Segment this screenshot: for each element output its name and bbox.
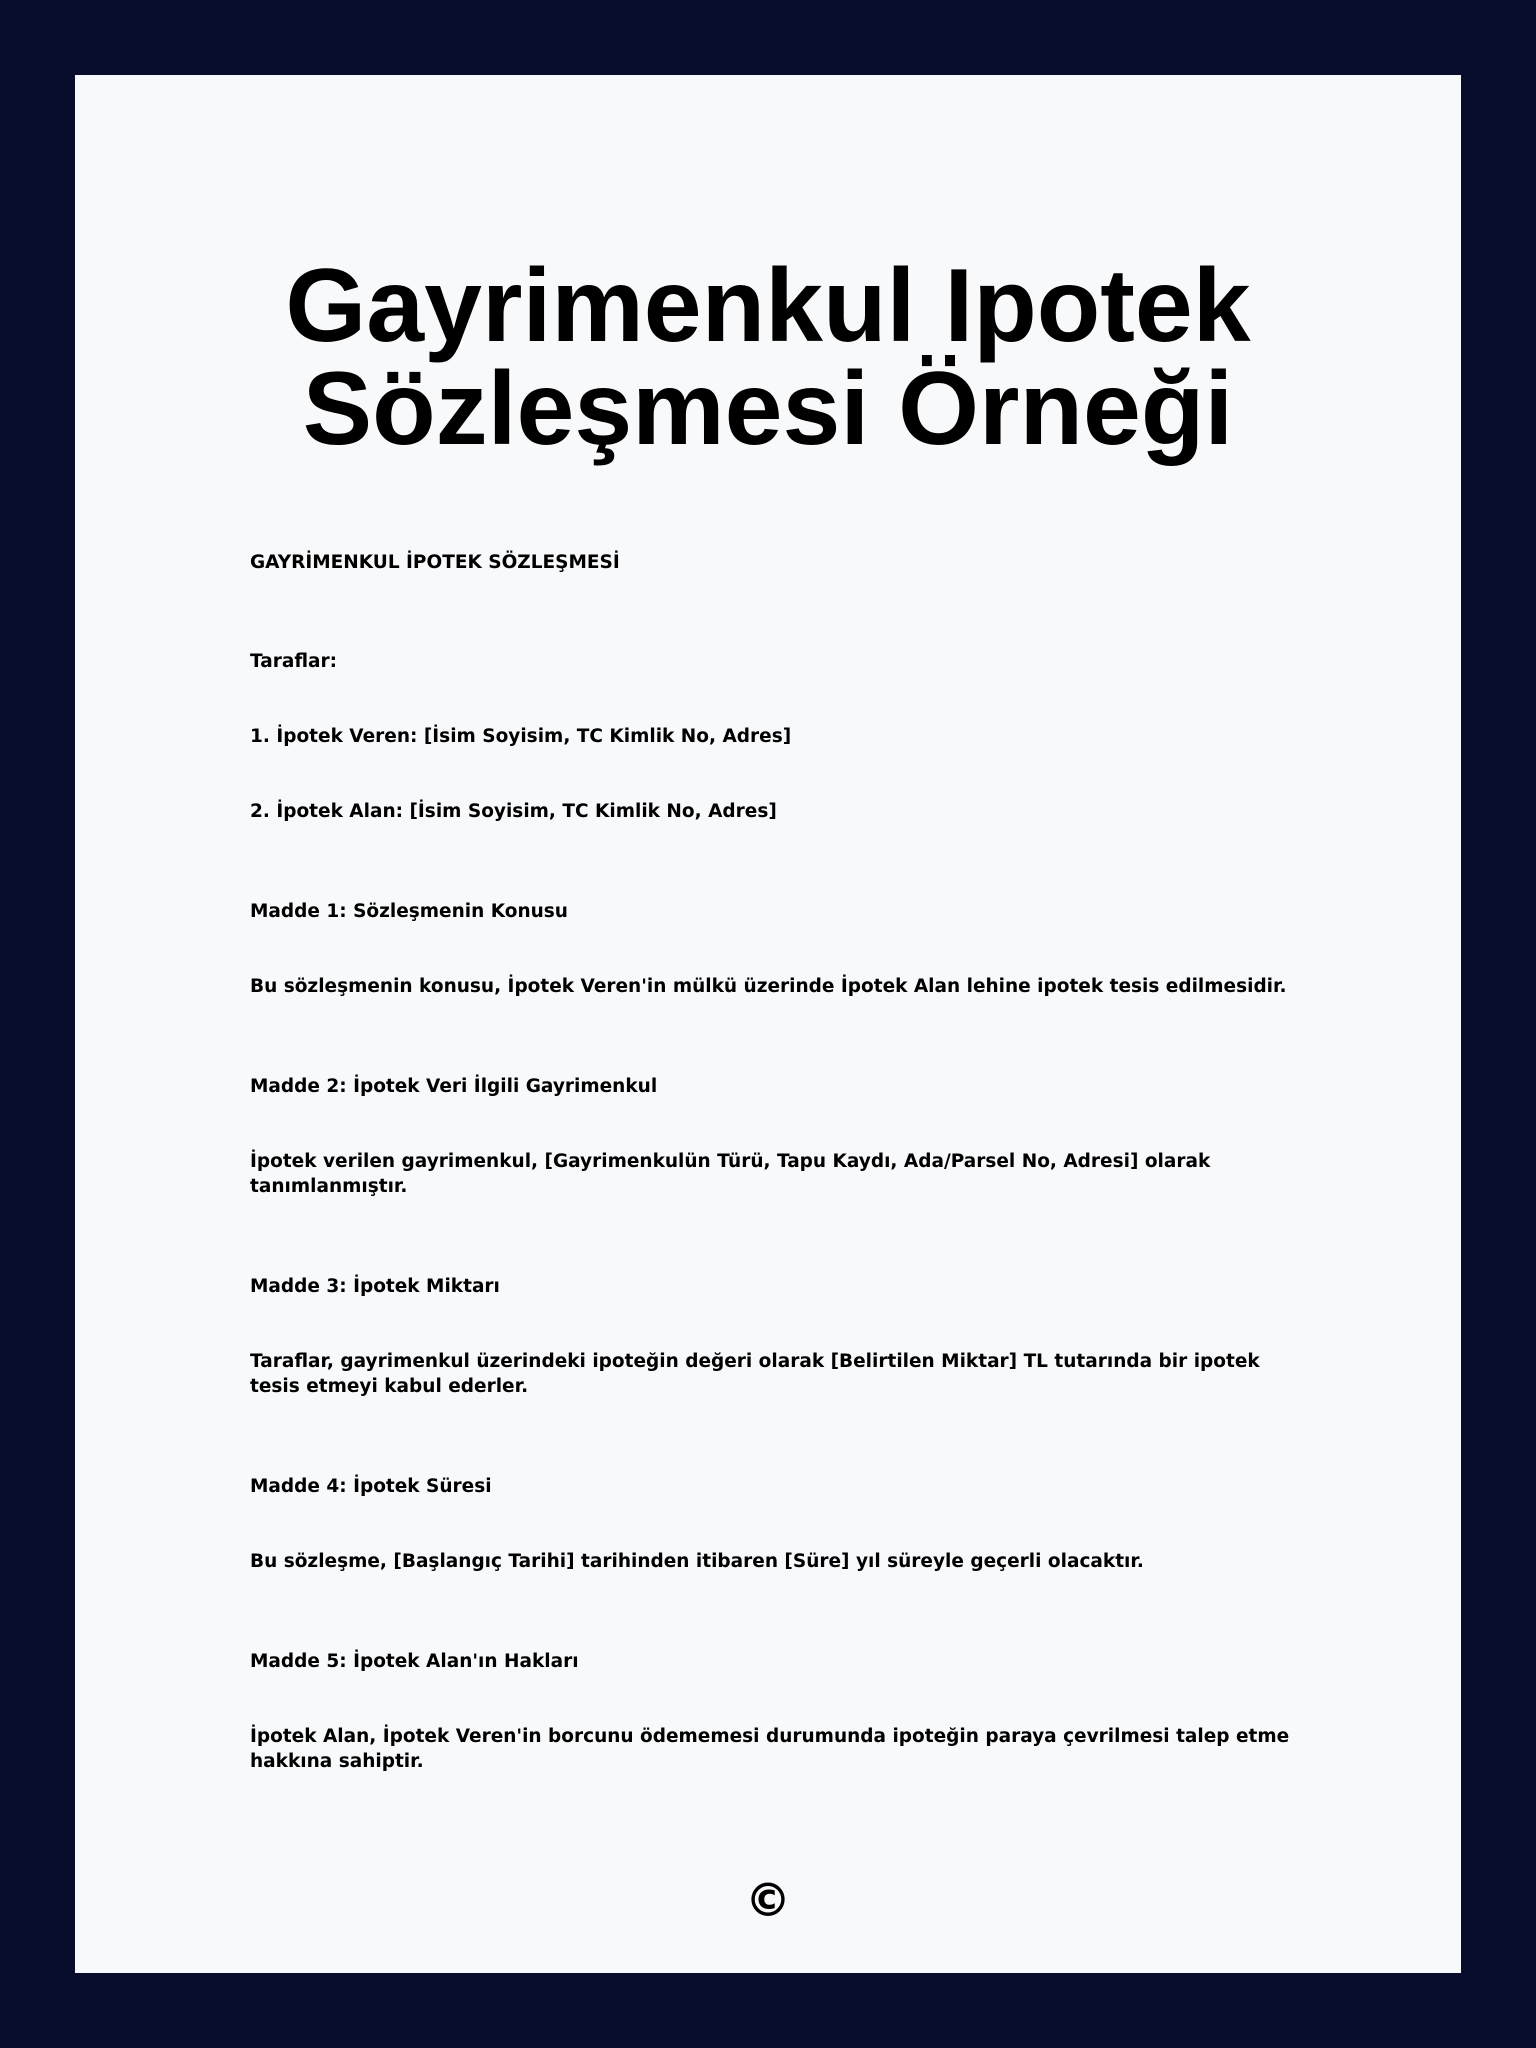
article-2-body: İpotek verilen gayrimenkul, [Gayrimenkulün Türü, Tapu Kaydı, Ada/Parsel No, Adresi] olarak tanımlanmıştır. bbox=[250, 1151, 1211, 1197]
article-5-body: İpotek Alan, İpotek Veren'in borcunu ödememesi durumunda ipoteğin paraya çevrilmesi talep etme hakkına sahiptir. bbox=[250, 1726, 1290, 1772]
article-1-heading: Madde 1: Sözleşmenin Konusu bbox=[250, 901, 568, 922]
parties-label: Taraflar: bbox=[250, 651, 338, 672]
article-4-body: Bu sözleşme, [Başlangıç Tarihi] tarihinden itibaren [Süre] yıl süreyle geçerli olacaktır. bbox=[250, 1551, 1144, 1572]
copyright-icon: © bbox=[745, 1873, 791, 1927]
title-line-2: Sözleşmesi Örneği bbox=[302, 351, 1234, 467]
article-1-body: Bu sözleşmenin konusu, İpotek Veren'in mülkü üzerinde İpotek Alan lehine ipotek tesis edilmesidir. bbox=[250, 976, 1287, 997]
party-mortgagor: 1. İpotek Veren: [İsim Soyisim, TC Kimlik No, Adres] bbox=[250, 726, 792, 747]
article-2-heading: Madde 2: İpotek Veri İlgili Gayrimenkul bbox=[250, 1076, 658, 1097]
title-line-1: Gayrimenkul Ipotek bbox=[285, 248, 1251, 364]
contract-heading: GAYRİMENKUL İPOTEK SÖZLEŞMESİ bbox=[250, 552, 620, 573]
article-5-heading: Madde 5: İpotek Alan'ın Hakları bbox=[250, 1651, 579, 1672]
document-title bbox=[75, 248, 1461, 467]
party-mortgagee: 2. İpotek Alan: [İsim Soyisim, TC Kimlik No, Adres] bbox=[250, 801, 777, 822]
article-3-body: Taraflar, gayrimenkul üzerindeki ipoteğin değeri olarak [Belirtilen Miktar] TL tutarında bir ipotek tesis etmeyi kabul ederler. bbox=[250, 1351, 1260, 1397]
document-page bbox=[75, 75, 1461, 1973]
article-4-heading: Madde 4: İpotek Süresi bbox=[250, 1476, 492, 1497]
article-3-heading: Madde 3: İpotek Miktarı bbox=[250, 1276, 500, 1297]
